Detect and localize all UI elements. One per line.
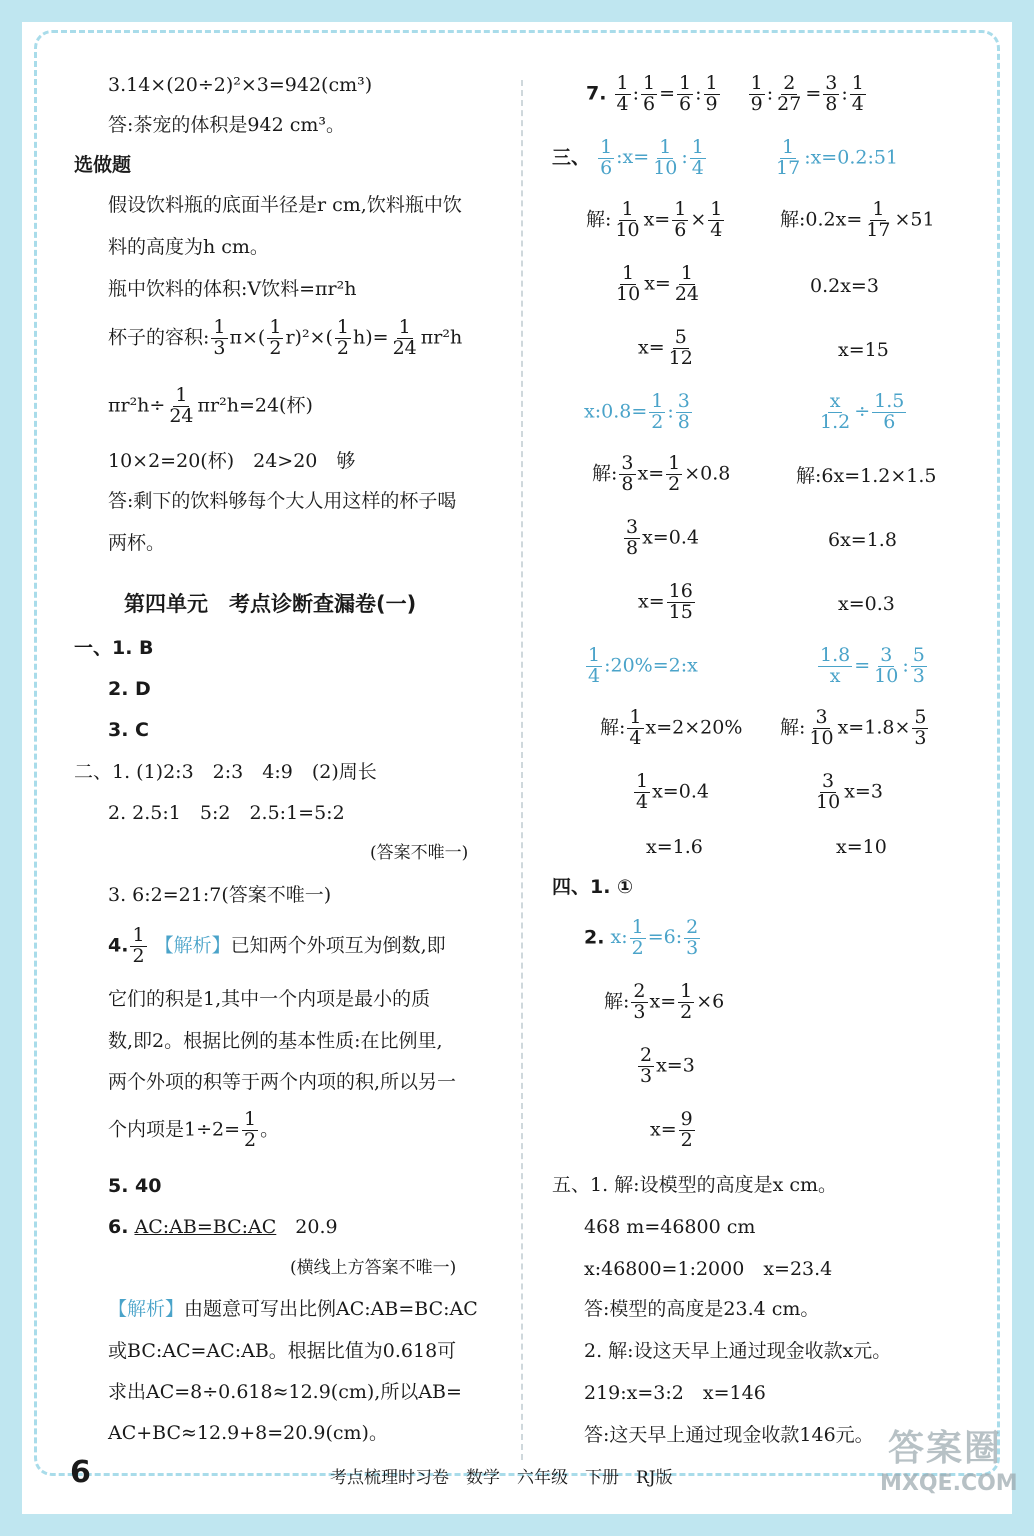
equation-6 xyxy=(816,646,929,687)
text: : xyxy=(667,400,674,423)
fraction: $\frac{3}{10}$ xyxy=(874,644,899,687)
cups-count-line xyxy=(108,386,313,427)
footer-title: 考点梳理时习卷 数学 六年级 下册 RJ版 xyxy=(330,1468,673,1488)
unit-title: 第四单元 考点诊断查漏卷(一) xyxy=(124,592,417,616)
watermark-logo xyxy=(880,1420,1018,1500)
note-underline: (横线上方答案不唯一) xyxy=(290,1258,457,1278)
section-optional: 选做题 xyxy=(74,154,132,176)
fraction: $\frac{16}{15}$ xyxy=(668,580,693,623)
analysis-6-line-2: 或BC:AC=AC:AB。根据比值为0.618可 xyxy=(108,1340,457,1362)
column-divider xyxy=(521,80,523,1460)
fraction: $\frac{1.5}{6}$ xyxy=(874,390,905,433)
text: x=0.2:51 xyxy=(810,146,899,169)
text: 解: xyxy=(604,990,630,1013)
text: :20%=2:x xyxy=(604,654,698,677)
fraction: $\frac{1}{6}$ xyxy=(600,136,613,179)
left-line-6: 瓶中饮料的体积:V饮料=πr²h xyxy=(108,278,357,300)
answer-5-1-line-4: 答:模型的高度是23.4 cm。 xyxy=(584,1298,820,1320)
solve-4b xyxy=(796,465,936,488)
solve-9a: x=1.6 xyxy=(646,836,703,858)
text: =6: xyxy=(647,926,683,949)
left-line-2: 答:茶宠的体积是942 cm³。 xyxy=(108,114,345,136)
answer-2-4 xyxy=(108,926,446,967)
left-line-1: 3.14×(20÷2)²×3=942(cm³) xyxy=(108,74,373,96)
text: = xyxy=(854,654,871,677)
solve-7a xyxy=(600,708,742,749)
text: ²× xyxy=(301,326,326,349)
text: AC:AB=BC:AC xyxy=(134,1216,277,1238)
fraction: $\frac{1}{4}$ xyxy=(616,72,629,115)
text: 解: xyxy=(586,208,612,231)
answer-5-2-line-3: 答:这天早上通过现金收款146元。 xyxy=(584,1424,874,1446)
solve-1b xyxy=(780,200,935,241)
fraction: $\frac{3}{8}$ xyxy=(621,452,634,495)
solve-2b: 0.2x=3 xyxy=(810,275,879,297)
answer-4-2-step-1 xyxy=(604,982,724,1023)
text: 三、 xyxy=(552,146,591,169)
text: x= xyxy=(637,462,665,485)
text: πr²h=24(杯) xyxy=(197,394,313,417)
left-line-11: 两杯。 xyxy=(108,532,166,554)
fraction: $\frac{5}{12}$ xyxy=(668,326,693,369)
analysis-line-2: 它们的积是1,其中一个内项是最小的质 xyxy=(108,988,431,1010)
page-number: 6 xyxy=(70,1455,91,1490)
fraction: $\frac{1}{9}$ xyxy=(705,72,718,115)
text: x=0.4 xyxy=(642,526,699,549)
solve-6a: x= $\frac{16}{15}$ xyxy=(638,580,693,623)
fraction: $\frac{1}{17}$ xyxy=(866,198,891,241)
fraction: $\frac{2}{27}$ xyxy=(777,72,802,115)
fraction: $\frac{1}{4}$ xyxy=(636,770,649,813)
fraction: $\frac{2}{3}$ xyxy=(633,980,646,1023)
answer-5-1: 五、1. 解:设模型的高度是x cm。 xyxy=(552,1174,837,1196)
solve-9b: x=10 xyxy=(836,836,887,858)
solve-6b: x=0.3 xyxy=(838,593,895,615)
solve-3b: x=15 xyxy=(838,339,889,361)
fraction: $\frac{1}{3}$ xyxy=(213,316,226,359)
section-3-row-1: 三、 $\frac{1}{6}$ :x= $\frac{1}{10}$ : $\frac{1}{4}$ xyxy=(552,136,704,179)
text: x=1.8× xyxy=(837,716,911,739)
answer-5-1-line-2: 468 m=46800 cm xyxy=(584,1216,756,1238)
text: 解: xyxy=(780,716,806,739)
answer-1-1: 一、1. B xyxy=(74,637,154,659)
fraction: $\frac{1}{2}$ xyxy=(651,390,664,433)
text: 0.2x= xyxy=(805,208,863,231)
text: ×6 xyxy=(696,990,725,1013)
text: 6. xyxy=(108,1216,129,1238)
fraction: $\frac{5}{3}$ xyxy=(914,706,927,749)
fraction: $\frac{1}{6}$ xyxy=(679,72,692,115)
solve-5b: 6x=1.8 xyxy=(828,529,897,551)
answer-1-3: 3. C xyxy=(108,719,149,741)
analysis-6-line-3: 求出AC=8÷0.618≈12.9(cm),所以AB= xyxy=(108,1381,462,1403)
answer-5-2-line-2: 219:x=3:2 x=146 xyxy=(584,1382,766,1404)
fraction: $\frac{5}{3}$ xyxy=(912,644,925,687)
fraction: $\frac{x}{1.2}$ xyxy=(820,390,851,433)
cup-volume-line: 杯子的容积: $\frac{1}{3}$ π×( $\frac{1}{2}$ r)²×( $\frac{1}{2}$ h)= $\frac{1}{24}$ πr²h xyxy=(108,316,463,359)
analysis-tag: 【解析】 xyxy=(154,934,231,957)
text: 解: xyxy=(796,465,822,487)
left-line-5: 料的高度为h cm。 xyxy=(108,236,269,258)
text: 解: xyxy=(780,208,806,231)
analysis-6-line-4: AC+BC≈12.9+8=20.9(cm)。 xyxy=(108,1422,388,1444)
text: ×51 xyxy=(894,208,935,231)
answer-4-2-step-3: x= $\frac{9}{2}$ xyxy=(650,1108,693,1151)
equation-4 xyxy=(816,392,908,433)
answer-2-3: 3. 6:2=21:7(答案不唯一) xyxy=(108,884,332,906)
watermark-text: 答案圈 xyxy=(887,1428,1002,1469)
fraction: $\frac{1}{4}$ xyxy=(851,72,864,115)
fraction: $\frac{1}{10}$ xyxy=(653,136,678,179)
fraction: $\frac{1}{4}$ xyxy=(629,706,642,749)
text: 解: xyxy=(592,462,618,485)
solve-5a xyxy=(622,518,699,559)
text: ÷ xyxy=(854,400,871,423)
fraction: $\frac{3}{10}$ xyxy=(809,706,834,749)
solve-7b xyxy=(780,708,930,749)
fraction: $\frac{1}{2}$ xyxy=(668,452,681,495)
fraction: $\frac{2}{3}$ xyxy=(640,1044,653,1087)
left-line-9: 10×2=20(杯) 24>20 够 xyxy=(108,450,356,472)
text: 4. xyxy=(108,934,129,957)
text: ×0.8 xyxy=(684,462,731,485)
fraction: $\frac{1}{17}$ xyxy=(776,136,801,179)
fraction: $\frac{1}{10}$ xyxy=(616,262,641,305)
text: x:0.8= xyxy=(584,400,648,423)
fraction: $\frac{1}{2}$ xyxy=(269,316,282,359)
fraction: $\frac{1}{2}$ xyxy=(631,916,644,959)
answer-2-1: 二、1. (1)2:3 2:3 4:9 (2)周长 xyxy=(74,761,377,783)
fraction: $\frac{3}{8}$ xyxy=(677,390,690,433)
fraction: $\frac{1}{2}$ xyxy=(132,924,145,967)
solve-4a xyxy=(592,454,730,495)
fraction: $\frac{1}{6}$ xyxy=(674,198,687,241)
text: x=0.4 xyxy=(652,780,709,803)
fraction: $\frac{1}{24}$ xyxy=(392,316,417,359)
text: 由题意可写出比例AC:AB=BC:AC xyxy=(184,1298,478,1320)
text: 。 xyxy=(260,1118,280,1141)
text: 杯子的容积: xyxy=(108,326,210,349)
fraction: $\frac{1}{24}$ xyxy=(674,262,700,305)
fraction: $\frac{1}{2}$ xyxy=(244,1108,257,1151)
note-not-unique: (答案不唯一) xyxy=(370,843,469,863)
fraction: $\frac{1}{4}$ xyxy=(588,644,601,687)
text: 20.9 xyxy=(295,1216,338,1238)
answer-4-2-step-2 xyxy=(636,1046,695,1087)
text: = xyxy=(372,326,389,349)
fraction: $\frac{1}{10}$ xyxy=(615,198,640,241)
text: 已知两个外项互为倒数,即 xyxy=(230,934,446,957)
fraction: $\frac{1}{2}$ xyxy=(336,316,349,359)
equation-5 xyxy=(584,646,698,687)
equation-3 xyxy=(584,392,694,433)
fraction: $\frac{9}{2}$ xyxy=(680,1108,693,1151)
fraction: $\frac{1.8}{x}$ xyxy=(820,644,851,687)
analysis-line-3: 数,即2。根据比例的基本性质:在比例里, xyxy=(108,1030,443,1052)
text: x=2×20% xyxy=(645,716,743,739)
analysis-line-5 xyxy=(108,1110,279,1151)
left-line-10: 答:剩下的饮料够每个大人用这样的杯子喝 xyxy=(108,490,457,512)
answer-4-1: 四、1. ① xyxy=(552,876,634,898)
text: 解: xyxy=(600,716,626,739)
text: × xyxy=(690,208,707,231)
text: : xyxy=(902,654,909,677)
text: 6x=1.2×1.5 xyxy=(821,465,937,487)
text: 7. xyxy=(586,82,607,105)
text: πr²h xyxy=(420,326,463,349)
answer-1-2: 2. D xyxy=(108,678,151,700)
answer-2-7: 7. $\frac{1}{4}$ : $\frac{1}{6}$ = $\frac{1}{6}$ : $\frac{1}{9}$ $\frac{1}{9}$ : $\frac{2}{27}$ = $\frac{3}{8}$ : $\frac{1}{4}$ xyxy=(586,72,864,115)
fraction: $\frac{1}{2}$ xyxy=(680,980,693,1023)
text: π× xyxy=(229,326,258,349)
fraction: $\frac{2}{3}$ xyxy=(686,916,699,959)
fraction: $\frac{1}{4}$ xyxy=(710,198,723,241)
analysis-line-4: 两个外项的积等于两个内项的积,所以另一 xyxy=(108,1071,457,1093)
text: x= xyxy=(649,990,677,1013)
answer-5-1-line-3: x:46800=1:2000 x=23.4 xyxy=(584,1258,833,1280)
text: x=3 xyxy=(656,1054,695,1077)
equation-2: $\frac{1}{17}$ :x=0.2:51 xyxy=(776,136,899,179)
fraction: $\frac{3}{8}$ xyxy=(825,72,838,115)
answer-2-5: 5. 40 xyxy=(108,1175,162,1197)
solve-3a: x= $\frac{5}{12}$ xyxy=(638,326,693,369)
left-line-4: 假设饮料瓶的底面半径是r cm,饮料瓶中饮 xyxy=(108,194,462,216)
text: πr²h÷ xyxy=(108,394,166,417)
analysis-tag: 【解析】 xyxy=(108,1298,185,1320)
text: x: xyxy=(610,926,628,949)
solve-2a: $\frac{1}{10}$ x= $\frac{1}{24}$ xyxy=(616,262,700,305)
fraction: $\frac{1}{9}$ xyxy=(750,72,763,115)
answer-4-2 xyxy=(584,918,702,959)
text: x= xyxy=(643,208,671,231)
text: 个内项是1÷2= xyxy=(108,1118,241,1141)
solve-8b xyxy=(812,772,883,813)
fraction: $\frac{1}{4}$ xyxy=(691,136,704,179)
fraction: $\frac{1}{24}$ xyxy=(169,384,194,427)
text: 2. xyxy=(584,926,605,949)
fraction: $\frac{3}{10}$ xyxy=(816,770,841,813)
fraction: $\frac{1}{6}$ xyxy=(643,72,656,115)
answer-5-2: 2. 解:设这天早上通过现金收款x元。 xyxy=(584,1340,892,1362)
solve-8a xyxy=(632,772,709,813)
answer-2-6 xyxy=(108,1216,338,1239)
fraction: $\frac{3}{8}$ xyxy=(626,516,639,559)
text: x=3 xyxy=(844,780,883,803)
answer-2-2: 2. 2.5:1 5:2 2.5:1=5:2 xyxy=(108,802,345,824)
analysis-6-line-1 xyxy=(108,1298,478,1321)
solve-1a xyxy=(586,200,726,241)
watermark-url: MXQE.COM xyxy=(880,1471,1018,1496)
